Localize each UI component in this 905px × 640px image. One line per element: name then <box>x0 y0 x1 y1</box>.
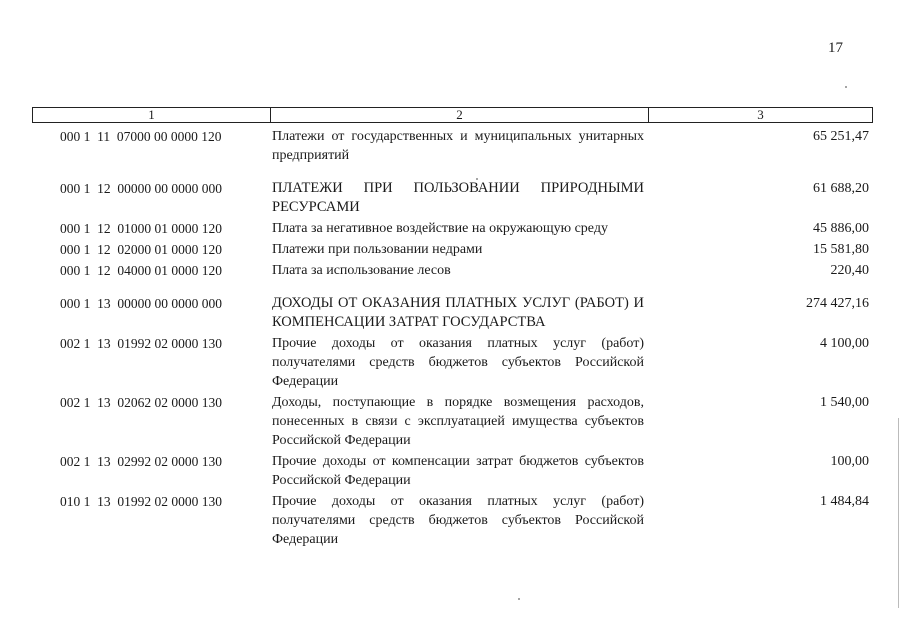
table-row <box>32 219 873 238</box>
table-row <box>32 261 873 280</box>
page-number: 17 <box>828 40 843 56</box>
scan-speck <box>518 598 520 600</box>
table-row <box>32 240 873 259</box>
row-code: 000 1 13 00000 00 0000 000 <box>60 296 222 311</box>
table-body <box>32 127 873 549</box>
row-name: Прочие доходы от оказания платных услуг (работ) получателями средств бюджетов субъектов Российской Федерации <box>272 494 644 547</box>
row-code: 000 1 12 04000 01 0000 120 <box>60 263 222 278</box>
row-name: ПЛАТЕЖИ ПРИ ПОЛЬЗОВАНИИ ПРИРОДНЫМИ РЕСУРСАМИ <box>272 180 644 215</box>
table-row <box>32 334 873 391</box>
row-name: Прочие доходы от оказания платных услуг (работ) получателями средств бюджетов субъектов Российской Федерации <box>272 336 644 389</box>
row-amount: 220,40 <box>830 263 869 278</box>
row-code: 002 1 13 01992 02 0000 130 <box>60 336 222 351</box>
row-code: 000 1 12 00000 00 0000 000 <box>60 181 222 196</box>
scan-speck <box>476 178 478 180</box>
row-name: Прочие доходы от компенсации затрат бюджетов субъектов Российской Федерации <box>272 454 644 488</box>
row-amount: 100,00 <box>830 454 869 469</box>
row-name: Плата за использование лесов <box>272 263 451 278</box>
row-name: ДОХОДЫ ОТ ОКАЗАНИЯ ПЛАТНЫХ УСЛУГ (РАБОТ) И КОМПЕНСАЦИИ ЗАТРАТ ГОСУДАРСТВА <box>272 295 644 330</box>
row-code: 010 1 13 01992 02 0000 130 <box>60 494 222 509</box>
row-amount: 65 251,47 <box>813 129 869 144</box>
row-amount: 4 100,00 <box>820 336 869 351</box>
row-amount: 1 540,00 <box>820 395 869 410</box>
table-row <box>32 127 873 165</box>
row-name: Платежи от государственных и муниципальных унитарных предприятий <box>272 129 644 163</box>
table-row <box>32 452 873 490</box>
row-code: 000 1 12 01000 01 0000 120 <box>60 221 222 236</box>
table-row <box>32 179 873 217</box>
header-col-1: 1 <box>33 108 271 122</box>
scan-speck <box>845 86 847 88</box>
table-row <box>32 492 873 549</box>
table-row <box>32 393 873 450</box>
row-amount: 15 581,80 <box>813 242 869 257</box>
row-name: Плата за негативное воздействие на окружающую среду <box>272 221 608 236</box>
row-code: 002 1 13 02992 02 0000 130 <box>60 454 222 469</box>
row-amount: 61 688,20 <box>813 181 869 196</box>
row-code: 000 1 11 07000 00 0000 120 <box>60 129 222 144</box>
row-amount: 45 886,00 <box>813 221 869 236</box>
header-col-3: 3 <box>757 107 764 122</box>
header-col-2: 2 <box>271 108 649 122</box>
row-name: Платежи при пользовании недрами <box>272 242 483 257</box>
row-amount: 274 427,16 <box>806 296 869 311</box>
row-code: 000 1 12 02000 01 0000 120 <box>60 242 222 257</box>
row-name: Доходы, поступающие в порядке возмещения расходов, понесенных в связи с эксплуатацией имущества субъектов Российской Федерации <box>272 395 644 448</box>
scan-edge-line <box>898 418 899 608</box>
table-row <box>32 294 873 332</box>
table-header <box>32 107 873 123</box>
row-code: 002 1 13 02062 02 0000 130 <box>60 395 222 410</box>
row-amount: 1 484,84 <box>820 494 869 509</box>
